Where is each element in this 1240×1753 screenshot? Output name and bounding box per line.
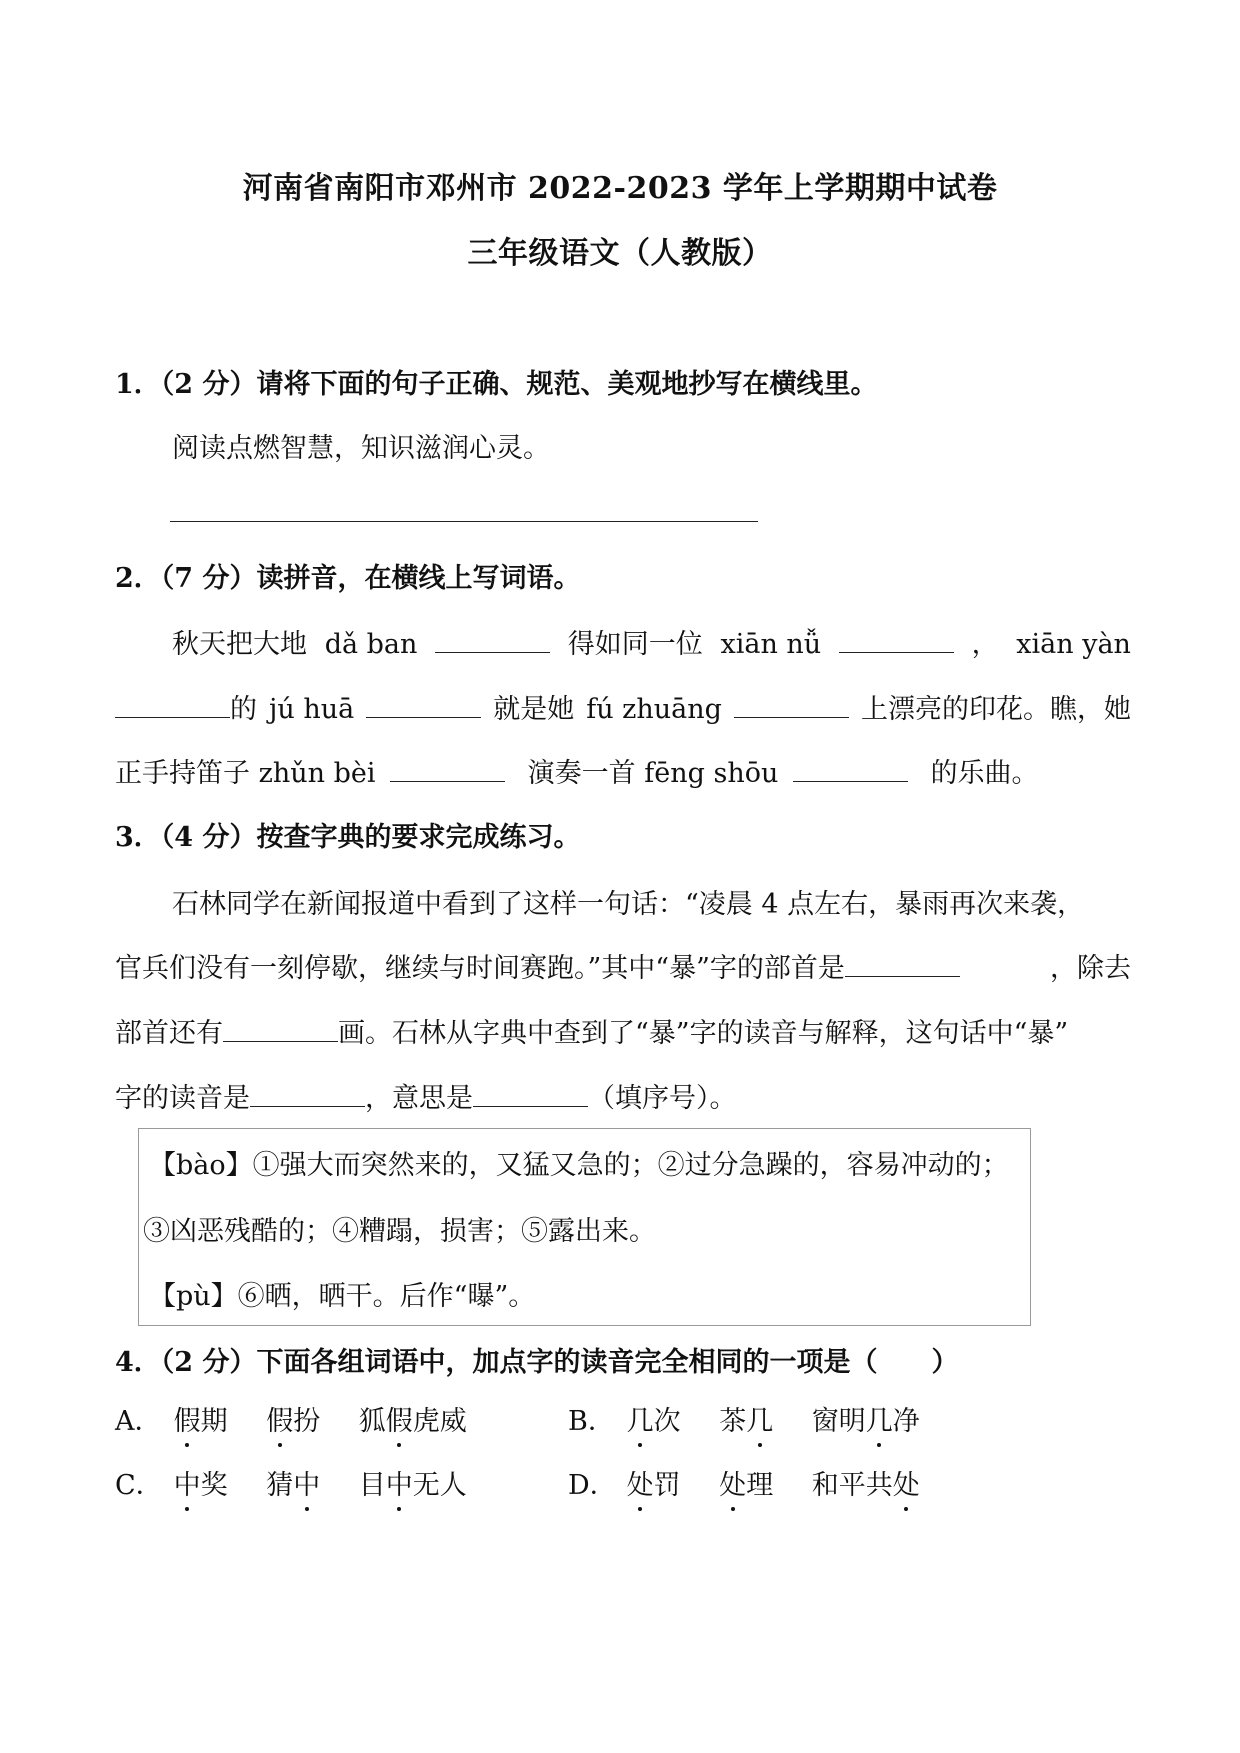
answer-blank[interactable]: [366, 695, 481, 718]
question-2-line-1: [172, 622, 1131, 661]
pinyin-xiannv: xiān nǚ: [720, 629, 822, 660]
dotted-char: 处: [719, 1463, 746, 1502]
word-text: 窗明: [811, 1406, 866, 1437]
question-3-paragraph-3: [115, 1011, 1131, 1050]
exam-subtitle: 三年级语文（人教版）: [467, 236, 773, 271]
pinyin-fengshou: fēng shōu: [644, 758, 779, 789]
option-label: A．: [115, 1406, 162, 1437]
q2-text: 就是她: [493, 694, 575, 725]
answer-blank[interactable]: [435, 630, 550, 653]
option-word: [266, 1399, 320, 1438]
answer-blank[interactable]: [839, 630, 954, 653]
q2-text: 秋天把大地: [172, 629, 307, 660]
dotted-char: 假: [174, 1399, 201, 1438]
question-3-heading: 3．（4 分）按查字典的要求完成练习。: [115, 822, 581, 853]
exam-title: 河南省南阳市邓州市 2022-2023 学年上学期期中试卷: [242, 171, 998, 206]
question-3-paragraph-1: 石林同学在新闻报道中看到了这样一句话：“凌晨 4 点左右，暴雨再次来袭，: [172, 889, 1085, 920]
word-text: 目: [358, 1470, 386, 1501]
option-word: [812, 1399, 920, 1438]
dictionary-line-2: ③凶恶残酷的；④糟蹋，损害；⑤露出来。: [143, 1216, 656, 1247]
option-c[interactable]: [115, 1463, 497, 1502]
answer-blank[interactable]: [845, 954, 960, 977]
q2-text: 的乐曲。: [930, 758, 1039, 789]
word-text: 次: [653, 1406, 681, 1437]
answer-blank[interactable]: [734, 695, 849, 718]
dotted-char: 几: [866, 1399, 893, 1438]
q3-text: （填序号）。: [588, 1083, 737, 1114]
question-2-heading: 2．（7 分）读拼音，在横线上写词语。: [115, 563, 581, 594]
word-text: 奖: [200, 1470, 228, 1501]
pinyin-daban: dǎ ban: [324, 629, 418, 660]
question-1-heading: 1．（2 分）请将下面的句子正确、规范、美观地抄写在横线里。: [115, 369, 878, 400]
option-word: [627, 1399, 681, 1438]
word-text: 狐: [358, 1406, 386, 1437]
question-3-paragraph-2: [115, 946, 1131, 985]
q3-text: 部首还有: [115, 1018, 223, 1049]
answer-blank[interactable]: [250, 1084, 365, 1107]
q2-text: ，: [971, 629, 999, 660]
option-word: [627, 1463, 681, 1502]
option-label: B．: [568, 1406, 615, 1437]
word-text: 罚: [653, 1470, 681, 1501]
q2-text: 上漂亮的印花。瞧，她: [860, 694, 1131, 725]
q3-text: 字的读音是: [115, 1083, 250, 1114]
word-text: 净: [892, 1406, 920, 1437]
word-text: 无人: [412, 1470, 467, 1501]
answer-blank[interactable]: [223, 1019, 338, 1042]
q2-text: 演奏一首: [527, 758, 636, 789]
option-a[interactable]: [115, 1399, 497, 1438]
dictionary-entry-box: [138, 1128, 1031, 1326]
word-text: 扮: [293, 1406, 321, 1437]
option-word: [719, 1463, 773, 1502]
option-word: [174, 1463, 228, 1502]
dotted-char: 假: [266, 1399, 293, 1438]
pinyin-fuzhuang: fú zhuāng: [586, 694, 722, 725]
q3-text: ，意思是: [365, 1083, 473, 1114]
pinyin-xianyan: xiān yàn: [1016, 629, 1131, 660]
option-word: [174, 1399, 228, 1438]
dotted-char: 几: [746, 1399, 773, 1438]
q3-text: ，除去: [1050, 953, 1131, 984]
dotted-char: 假: [386, 1399, 413, 1438]
word-text: 理: [746, 1470, 774, 1501]
dotted-char: 几: [627, 1399, 654, 1438]
answer-blank[interactable]: [473, 1084, 588, 1107]
dictionary-line-3: 【pù】⑥晒，晒干。后作“曝”。: [149, 1281, 536, 1312]
pinyin-juhua: jú huā: [269, 694, 355, 725]
option-b[interactable]: [568, 1399, 950, 1438]
option-word: [266, 1463, 320, 1502]
option-label: C．: [115, 1470, 163, 1501]
copy-answer-line[interactable]: [170, 521, 758, 522]
dictionary-line-1: 【bào】①强大而突然来的，又猛又急的；②过分急躁的，容易冲动的；: [149, 1150, 1009, 1181]
dotted-char: 中: [293, 1463, 320, 1502]
question-4-heading: 4．（2 分）下面各组词语中，加点字的读音完全相同的一项是（ ）: [115, 1347, 959, 1378]
dotted-char: 处: [893, 1463, 920, 1502]
question-3-paragraph-4: [115, 1076, 1131, 1115]
word-text: 和平共: [811, 1470, 893, 1501]
q2-text: 正手持笛子: [115, 758, 250, 789]
option-word: [359, 1399, 467, 1438]
question-1-sentence: 阅读点燃智慧，知识滋润心灵。: [172, 433, 550, 464]
word-text: 茶: [719, 1406, 747, 1437]
option-word: [719, 1399, 773, 1438]
question-2-line-2: [115, 687, 1131, 726]
dotted-char: 中: [174, 1463, 201, 1502]
option-d[interactable]: [568, 1463, 950, 1502]
dotted-char: 中: [386, 1463, 413, 1502]
pinyin-zhunbei: zhǔn bèi: [258, 758, 376, 789]
answer-blank[interactable]: [793, 759, 908, 782]
word-text: 虎威: [412, 1406, 467, 1437]
dotted-char: 处: [627, 1463, 654, 1502]
option-word: [812, 1463, 920, 1502]
q3-text: 画。石林从字典中查到了“暴”字的读音与解释，这句话中“暴”: [338, 1018, 1069, 1049]
answer-blank[interactable]: [390, 759, 505, 782]
question-2-line-3: [115, 751, 1039, 790]
q2-text: 得如同一位: [567, 629, 703, 660]
q2-text: 的: [230, 694, 257, 725]
option-word: [359, 1463, 467, 1502]
word-text: 猜: [266, 1470, 294, 1501]
q3-text: 官兵们没有一刻停歇，继续与时间赛跑。”其中“暴”字的部首是: [115, 953, 845, 984]
answer-blank[interactable]: [115, 695, 230, 718]
option-label: D．: [568, 1470, 617, 1501]
word-text: 期: [200, 1406, 228, 1437]
